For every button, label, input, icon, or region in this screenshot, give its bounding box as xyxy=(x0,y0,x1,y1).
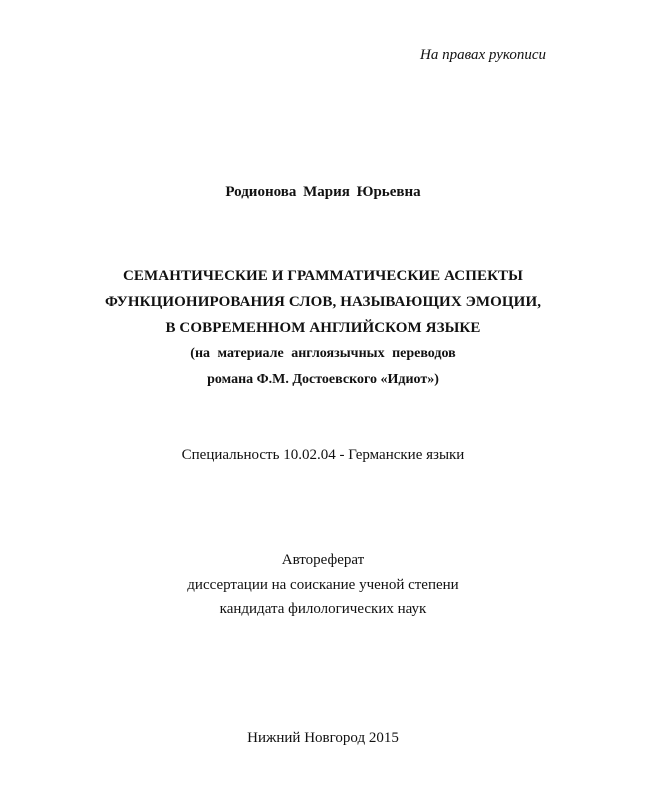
degree-line-2: кандидата филологических наук xyxy=(219,601,427,617)
title-line-2: ФУНКЦИОНИРОВАНИЯ СЛОВ, НАЗЫВАЮЩИХ ЭМОЦИИ, xyxy=(104,294,542,310)
title-line-3: В СОВРЕМЕННОМ АНГЛИЙСКОМ ЯЗЫКЕ xyxy=(165,320,481,336)
subtitle-line-2: романа Ф.М. Достоевского «Идиот») xyxy=(207,372,439,387)
document-kind: Автореферат xyxy=(281,552,365,568)
author-name: Родионова Мария Юрьевна xyxy=(225,184,421,200)
city-year: Нижний Новгород 2015 xyxy=(247,730,399,746)
degree-line-1: диссертации на соискание ученой степени xyxy=(187,577,459,593)
rights-note: На правах рукописи xyxy=(420,47,546,63)
title-line-1: СЕМАНТИЧЕСКИЕ И ГРАММАТИЧЕСКИЕ АСПЕКТЫ xyxy=(123,268,523,284)
specialty: Специальность 10.02.04 - Германские языки xyxy=(181,447,465,463)
subtitle-line-1: (на материале англоязычных переводов xyxy=(190,346,456,361)
